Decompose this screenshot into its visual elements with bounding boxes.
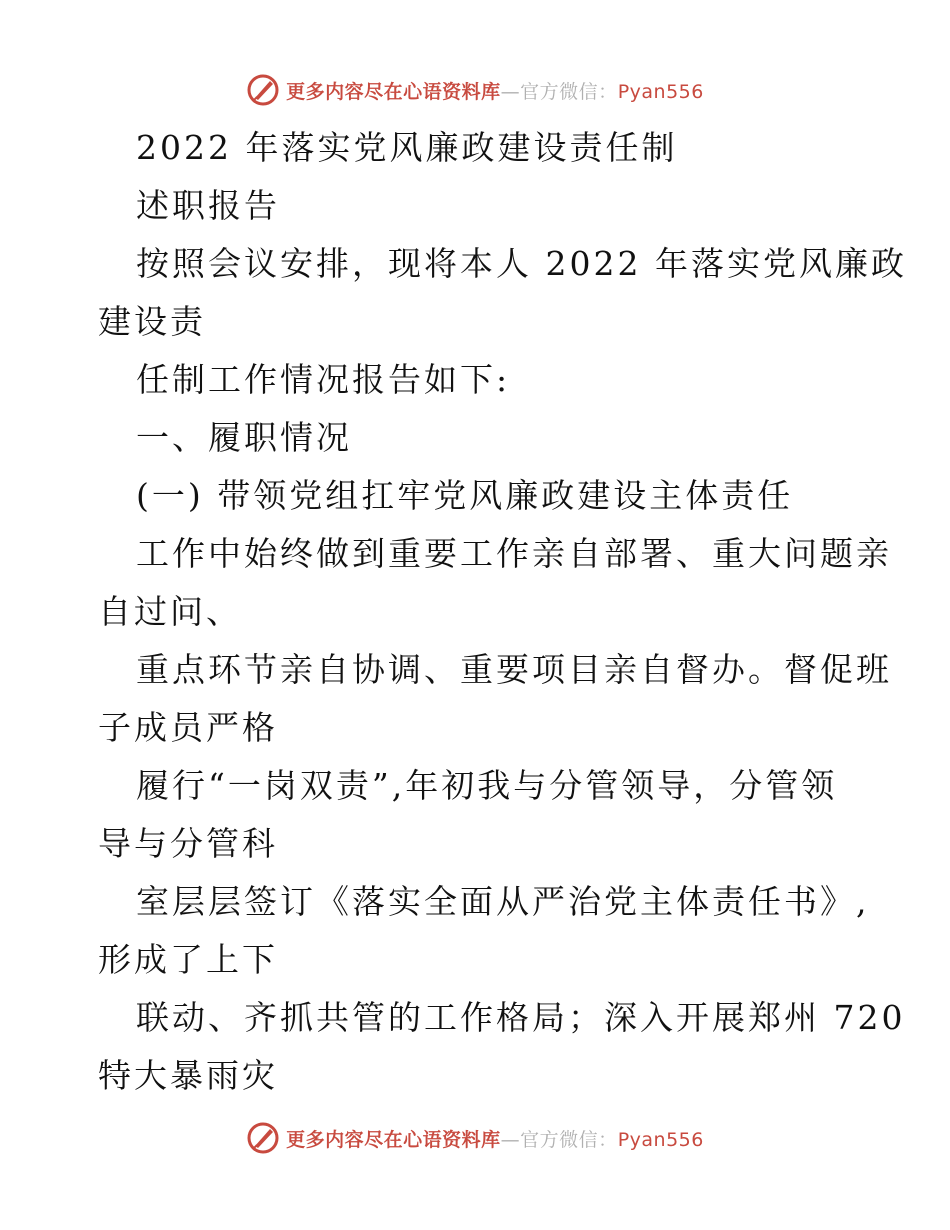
watermark-label: 官方微信： xyxy=(520,1128,618,1151)
quill-pen-logo-icon xyxy=(246,1121,280,1155)
doc-paragraph-line: 导与分管科 xyxy=(98,824,278,863)
doc-title-line-1: 2022 年落实党风廉政建设责任制 xyxy=(136,128,678,167)
watermark-id: Pyan556 xyxy=(617,1128,704,1151)
doc-paragraph-line: 特大暴雨灾 xyxy=(98,1056,278,1095)
doc-paragraph-line: 形成了上下 xyxy=(98,940,278,979)
watermark-label: 官方微信： xyxy=(520,80,618,103)
top-watermark-banner xyxy=(0,70,950,110)
doc-paragraph-line: 履行“一岗双责”,年初我与分管领导，分管领 xyxy=(136,766,838,805)
watermark-brand: 更多内容尽在心语资料库 xyxy=(286,80,501,103)
doc-title-line-2: 述职报告 xyxy=(136,186,280,225)
doc-paragraph-line: 室层层签订《落实全面从严治党主体责任书》, xyxy=(136,882,870,921)
doc-paragraph-line: 子成员严格 xyxy=(98,708,278,747)
doc-paragraph-line: 重点环节亲自协调、重要项目亲自督办。督促班 xyxy=(136,650,892,689)
doc-subsection-heading: (一) 带领党组扛牢党风廉政建设主体责任 xyxy=(136,476,794,515)
quill-pen-logo-icon xyxy=(246,73,280,107)
doc-paragraph-line: 工作中始终做到重要工作亲自部署、重大问题亲 xyxy=(136,534,892,573)
watermark-brand: 更多内容尽在心语资料库 xyxy=(286,1128,501,1151)
watermark-id: Pyan556 xyxy=(617,80,704,103)
doc-section-heading: 一、履职情况 xyxy=(136,418,352,457)
watermark-dash: — xyxy=(500,80,521,103)
bottom-watermark-banner xyxy=(0,1118,950,1158)
doc-paragraph-line: 自过问、 xyxy=(98,592,242,631)
doc-paragraph-line: 建设责 xyxy=(98,302,206,341)
watermark-dash: — xyxy=(500,1128,521,1151)
doc-paragraph-line: 任制工作情况报告如下: xyxy=(136,360,511,399)
doc-paragraph-line: 按照会议安排，现将本人 2022 年落实党风廉政 xyxy=(136,244,907,283)
doc-paragraph-line: 联动、齐抓共管的工作格局；深入开展郑州 720 xyxy=(136,998,906,1037)
